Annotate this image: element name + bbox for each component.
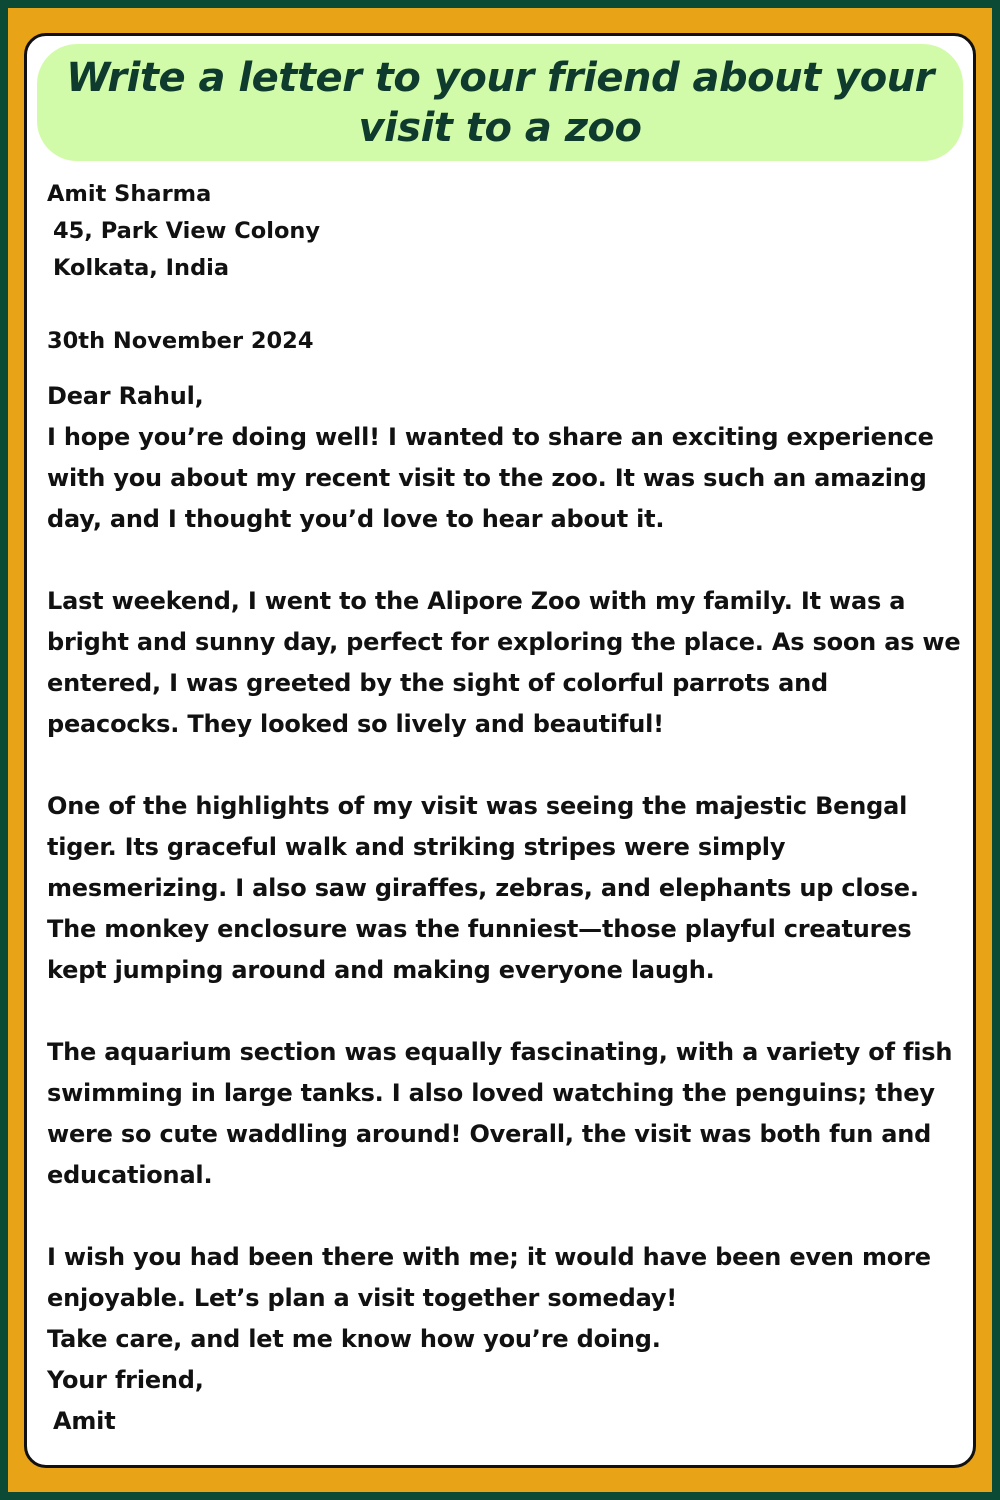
- sender-address: [47, 176, 967, 287]
- paragraph-5-line-2: Take care, and let me know how you’re doing.: [47, 1325, 661, 1353]
- paragraph-4: The aquarium section was equally fascinating, with a variety of fish swimming in large tanks. I also loved watching the penguins; they were so cute waddling around! Overall, the visit was both fun and educational.: [47, 1038, 953, 1189]
- letter-body: [47, 176, 967, 1442]
- paragraph-5: I wish you had been there with me; it would have been even more enjoyable. Let’s plan a visit together someday!: [47, 1243, 931, 1312]
- signature: Amit: [53, 1407, 116, 1435]
- paragraph-3: One of the highlights of my visit was seeing the majestic Bengal tiger. Its graceful walk and striking stripes were simply mesmerizing. I also saw giraffes, zebras, and elephants up close. The monkey enclosure was the funniest—those playful creatures kept jumping around and making everyone laugh.: [47, 792, 919, 984]
- title-banner: [37, 44, 963, 161]
- address-line-1: 45, Park View Colony: [53, 218, 321, 244]
- salutation: Dear Rahul,: [47, 382, 204, 410]
- closing: Your friend,: [47, 1366, 204, 1394]
- page-title: Write a letter to your friend about your visit to a zoo: [66, 54, 934, 151]
- sender-name: Amit Sharma: [47, 181, 212, 207]
- letter-date: 30th November 2024: [47, 328, 314, 354]
- paragraph-1: I hope you’re doing well! I wanted to share an exciting experience with you about my recent visit to the zoo. It was such an amazing day, and I thought you’d love to hear about it.: [47, 423, 934, 533]
- paragraph-2: Last weekend, I went to the Alipore Zoo with my family. It was a bright and sunny day, perfect for exploring the place. As soon as we entered, I was greeted by the sight of colorful parrots and peacocks. They looked so lively and beautiful!: [47, 587, 961, 738]
- address-line-2: Kolkata, India: [53, 255, 230, 281]
- letter-card: [24, 33, 976, 1468]
